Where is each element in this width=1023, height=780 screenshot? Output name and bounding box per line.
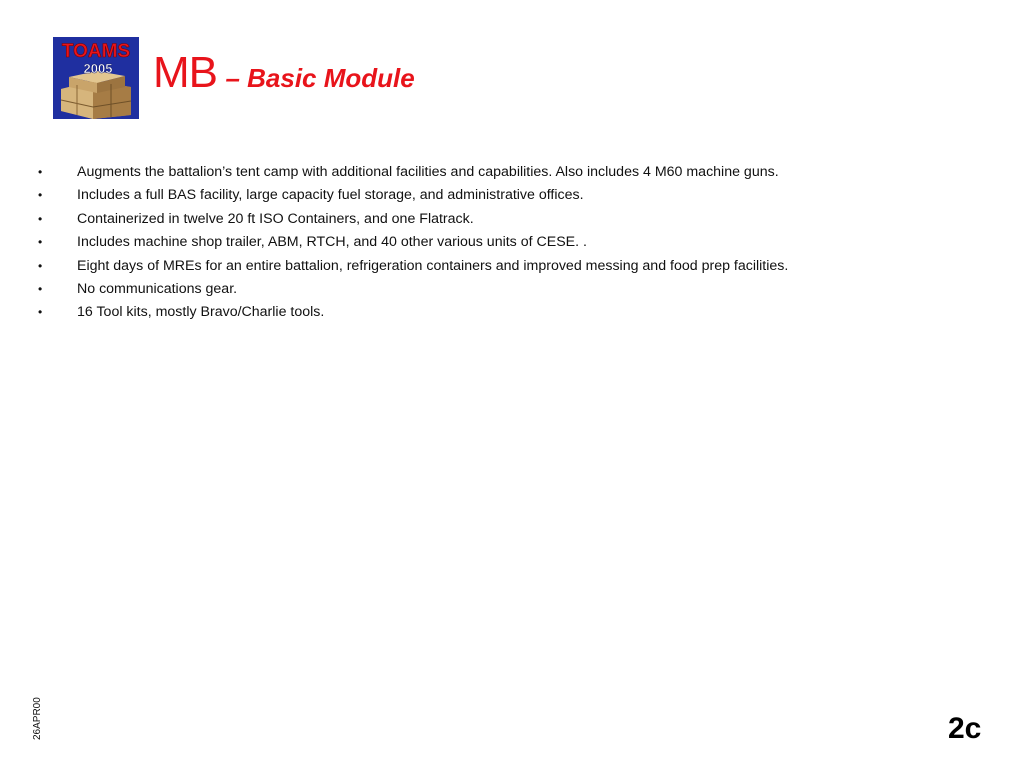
list-item xyxy=(38,232,998,255)
bullet-text: Includes a full BAS facility, large capacity fuel storage, and administrative offices. xyxy=(77,187,584,204)
title-subtitle: – Basic Module xyxy=(225,63,415,93)
list-item xyxy=(38,256,998,279)
bullet-text: Containerized in twelve 20 ft ISO Containers, and one Flatrack. xyxy=(77,210,474,227)
bullet-icon: • xyxy=(38,281,43,296)
slide-number: 2c xyxy=(948,712,982,745)
bullet-text: Includes machine shop trailer, ABM, RTCH, and 40 other various units of CESE. . xyxy=(77,234,587,251)
bullet-list xyxy=(38,162,998,326)
bullet-text: No communications gear. xyxy=(77,280,238,297)
bullet-text: Eight days of MREs for an entire battalion, refrigeration containers and improved messing and food prep facilities. xyxy=(77,257,789,274)
toams-2005-logo xyxy=(53,37,139,119)
crates-icon xyxy=(61,71,131,119)
list-item xyxy=(38,302,998,325)
bullet-icon: • xyxy=(38,258,43,273)
list-item xyxy=(38,162,998,185)
bullet-text: 16 Tool kits, mostly Bravo/Charlie tools. xyxy=(77,304,325,321)
bullet-icon: • xyxy=(38,235,43,250)
logo-graphic xyxy=(53,37,139,119)
bullet-icon: • xyxy=(38,305,43,320)
list-item xyxy=(38,209,998,232)
list-item xyxy=(38,185,998,208)
slide-title xyxy=(153,48,415,97)
bullet-text: Augments the battalion’s tent camp with additional facilities and capabilities. Also includes 4 M60 machine guns. xyxy=(77,164,779,180)
date-stamp: 26APR00 xyxy=(32,697,43,740)
title-main: MB xyxy=(153,48,217,97)
list-item xyxy=(38,279,998,302)
bullet-icon: • xyxy=(38,211,43,226)
logo-year: 2005 xyxy=(83,61,113,76)
bullet-icon: • xyxy=(38,188,43,203)
logo-word: TOAMS xyxy=(61,41,131,62)
bullet-icon: • xyxy=(38,165,43,179)
